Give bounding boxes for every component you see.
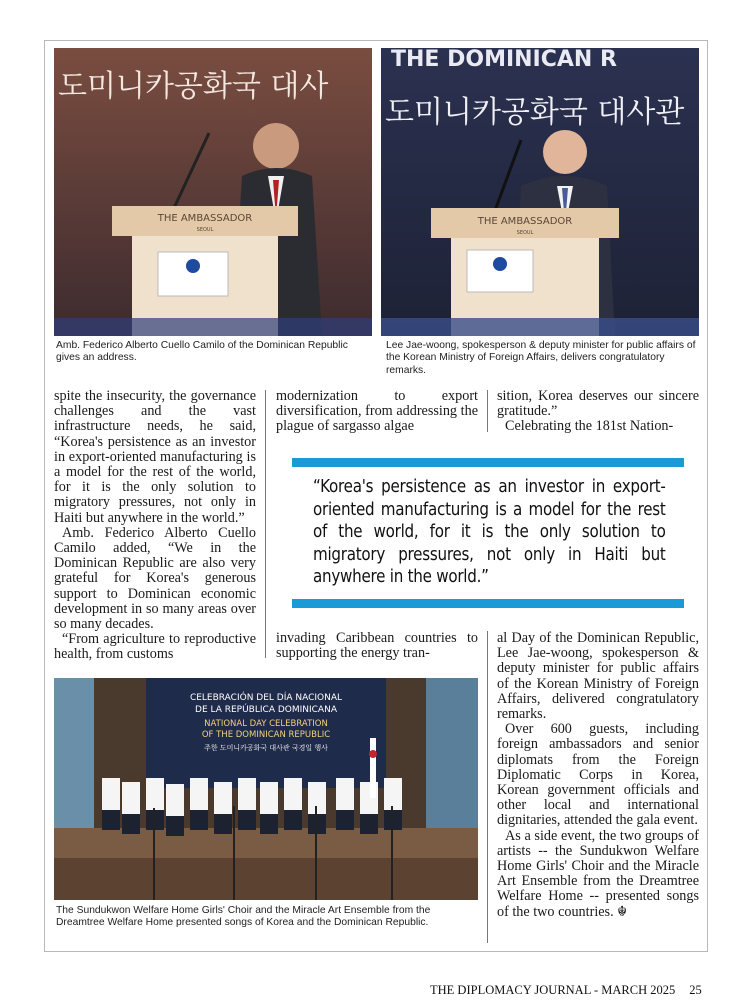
backdrop-korean-text: 도미니카공화국 대사 [58, 69, 329, 104]
paragraph: modernization to export diversification, from addressing the plague of sargasso algae [276, 388, 478, 435]
photo-choir-performance [54, 678, 478, 900]
article-column-3-bottom [497, 631, 699, 920]
article-column-2-mid [276, 631, 478, 661]
photo-ambassador-image [54, 48, 372, 336]
column-divider [265, 390, 266, 658]
screen-line-1: CELEBRACIÓN DEL DÍA NACIONAL [189, 693, 343, 703]
publication-name: THE DIPLOMACY JOURNAL - MARCH 2025 [430, 983, 676, 997]
column-divider [487, 631, 488, 943]
page-number: 25 [689, 983, 702, 997]
paragraph: spite the insecurity, the governance challenges and the vast infrastructure needs, he said, “Korea's persistence as an investor in export-oriented manufacturing is a model for the rest of the world, for it is the only solution to migratory pressures, not only in Haiti but anywhere in the world.” [54, 388, 256, 526]
photo-choir-image [54, 678, 478, 900]
screen-line-5: 주한 도미니카공화국 대사관 국경일 행사 [204, 744, 328, 752]
paragraph: “From agriculture to reproductive health, from customs [54, 631, 256, 663]
caption-ambassador: Amb. Federico Alberto Cuello Camilo of the Dominican Republic gives an address. [56, 340, 348, 364]
backdrop-korean-text-right: 도미니카공화국 대사관 [385, 95, 685, 130]
lectern-sub-label: SEOUL [196, 227, 214, 233]
screen-line-2: DE LA REPÚBLICA DOMINICANA [195, 705, 337, 715]
paragraph: sition, Korea deserves our sincere gratitude.” [497, 388, 699, 420]
screen-line-3: NATIONAL DAY CELEBRATION [204, 719, 328, 729]
screen-line-4: OF THE DOMINICAN REPUBLIC [201, 730, 331, 740]
article-column-1-top [54, 389, 256, 663]
paragraph: al Day of the Dominican Republic, Lee Jae-woong, spokesperson & deputy minister for public affairs of the Korean Ministry of Foreign Affairs, delivered congratulatory remarks. [497, 630, 699, 723]
caption-lee: Lee Jae-woong, spokesperson & deputy minister for public affairs of the Korean Ministry of Foreign Affairs, delivers congratulatory remarks. [386, 340, 696, 376]
pull-quote: “Korea's persistence as an investor in export-oriented manufacturing is a model for the rest of the world, for it is the only solution to migratory pressures, not only in Haiti but anywhere in the world.” [313, 477, 666, 588]
lectern-label: THE AMBASSADOR [157, 213, 253, 224]
paragraph: Amb. Federico Alberto Cuello Camilo added, “We in the Dominican Republic are also very grateful for Korea's generous support to Dominican economic development in so many areas over so many decades. [54, 524, 256, 633]
pull-quote-top-bar [292, 458, 684, 467]
caption-choir: The Sundukwon Welfare Home Girls' Choir and the Miracle Art Ensemble from the Dreamtree Welfare Home presented songs of Korea and the Dominican Republic. [56, 905, 431, 929]
article-column-2-top [276, 389, 478, 435]
lectern-label-right: THE AMBASSADOR [477, 216, 573, 227]
photo-lee-image [381, 48, 699, 336]
paragraph: invading Caribbean countries to supporting the energy tran- [276, 630, 478, 662]
banner-text: THE DOMINICAN R [391, 48, 617, 72]
photo-ambassador-address [54, 48, 372, 336]
paragraph: Over 600 guests, including foreign ambassadors and senior diplomats from the Foreign Diplomatic Corps in Korea, Korean government officials and other local and international dignitaries, attended the gala event. [497, 721, 699, 829]
photo-lee-jae-woong [381, 48, 699, 336]
pull-quote-bottom-bar [292, 599, 684, 608]
paragraph: Celebrating the 181st Nation- [505, 418, 674, 435]
column-divider [487, 390, 488, 432]
page-footer [430, 983, 702, 998]
paragraph: As a side event, the two groups of artists -- the Sundukwon Welfare Home Girls' Choir and the Miracle Art Ensemble from the Dreamtree Welfare Home -- presented songs of the two countries. ☬ [497, 827, 699, 920]
lectern-sub-label-right: SEOUL [516, 230, 534, 236]
article-column-3-top [497, 389, 699, 435]
